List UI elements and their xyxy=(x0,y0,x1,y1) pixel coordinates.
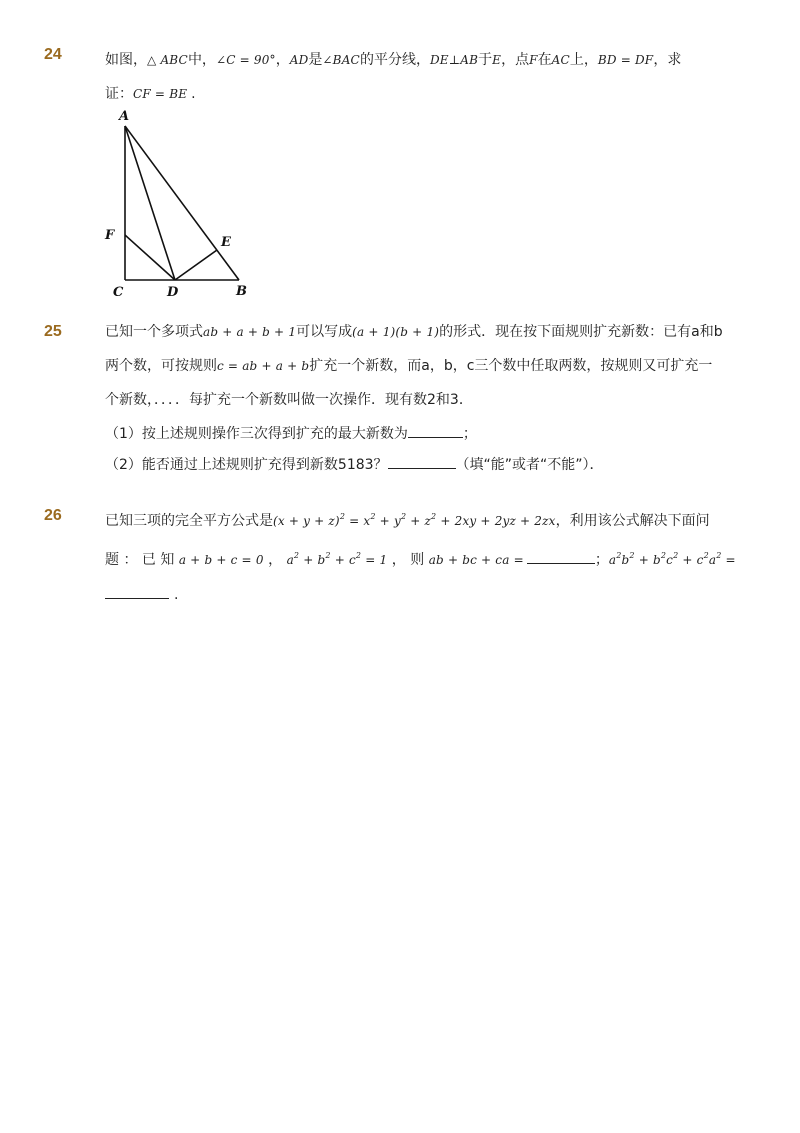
q26-text: ，利用该公式解决下面问 xyxy=(555,513,710,529)
q24-line-2 xyxy=(105,84,196,104)
q26-math: + b xyxy=(299,553,326,567)
q25-math: c = ab + a + b xyxy=(217,359,310,373)
q24-math: E xyxy=(492,53,502,67)
q26-exp: 2 xyxy=(355,551,362,560)
q24-math: CF = BE xyxy=(133,87,188,101)
q26-math-formula xyxy=(273,514,556,528)
q25-line-4 xyxy=(105,423,477,444)
question-number-26: 26 xyxy=(44,507,62,524)
q25-text: 可以写成 xyxy=(296,324,353,340)
q26-text: ， 则 xyxy=(391,552,425,568)
q24-text: 中， xyxy=(187,52,216,68)
label-c: C xyxy=(113,285,124,300)
q26-line-2 xyxy=(105,549,736,570)
q25-line-2 xyxy=(105,356,712,376)
answer-blank-25-2[interactable] xyxy=(388,454,456,469)
answer-blank-25-1[interactable] xyxy=(408,423,463,438)
q24-math: △ ABC xyxy=(147,53,188,67)
q26-math: c xyxy=(666,553,674,567)
q24-text: 于 xyxy=(478,52,493,68)
q24-text: ，求 xyxy=(653,52,682,68)
q26-exp: 2 xyxy=(673,551,679,560)
q26-math: a + b + c = 0 xyxy=(178,553,264,567)
q24-text: 在 xyxy=(537,52,552,68)
q26-math: + y xyxy=(375,514,401,528)
q26-exp: 2 xyxy=(660,551,667,560)
q26-math: a xyxy=(708,553,717,567)
q26-math: = 1 xyxy=(361,553,388,567)
q24-text: 证： xyxy=(105,86,133,102)
q25-text: 两个数，可按规则 xyxy=(105,358,217,374)
label-b: B xyxy=(236,284,247,299)
q26-text: ， xyxy=(268,552,283,568)
q24-math: ∠BAC xyxy=(322,53,360,67)
segment-ab xyxy=(125,126,239,280)
q26-exp: 2 xyxy=(431,512,437,521)
label-f: F xyxy=(105,228,115,243)
q25-math: ab + a + b + 1 xyxy=(203,325,297,339)
q26-exp: 2 xyxy=(629,551,635,560)
q24-math: AC xyxy=(551,53,570,67)
q24-math: AD xyxy=(289,53,309,67)
q26-math: (x + y + z) xyxy=(273,514,340,528)
q26-math: a xyxy=(286,553,294,567)
q26-exp: 2 xyxy=(325,551,331,560)
q26-line-1 xyxy=(105,511,710,531)
answer-blank-26-1[interactable] xyxy=(527,549,595,564)
q25-line-1 xyxy=(105,322,723,342)
q26-text: . xyxy=(174,587,179,603)
label-d: D xyxy=(167,285,179,300)
q24-math: ∠C = 90° xyxy=(215,53,276,67)
q26-math: + 2xy + 2yz + 2zx xyxy=(436,514,556,528)
answer-blank-26-2[interactable] xyxy=(105,584,169,599)
q26-math: = xyxy=(721,553,736,567)
q25-line-5 xyxy=(105,454,604,475)
q24-math: DE⊥AB xyxy=(429,53,479,67)
q25-text: 的形式．现在按下面规则扩充新数：已有a和b xyxy=(439,324,723,340)
q26-line-3 xyxy=(105,584,178,605)
q25-line-3: 个新数，．．．．每扩充一个新数叫做一次操作．现有数2和3． xyxy=(105,392,473,408)
question-number-25: 25 xyxy=(44,323,62,340)
q25-text: ； xyxy=(462,426,477,442)
segment-de xyxy=(175,250,217,280)
q25-math: (a + 1)(b + 1) xyxy=(352,325,440,339)
q26-text: 题 ： 已 知 xyxy=(105,552,175,568)
q26-text: 已知三项的完全平方公式是 xyxy=(105,513,273,529)
q26-math: a xyxy=(608,553,617,567)
q26-math: b xyxy=(621,553,630,567)
q25-text: （填“能”或者“不能”）． xyxy=(455,457,604,473)
q26-math: + z xyxy=(406,514,432,528)
q26-exp: 2 xyxy=(339,512,346,521)
q26-exp: 2 xyxy=(716,551,722,560)
q26-math: + c xyxy=(678,553,704,567)
label-a: A xyxy=(119,109,130,124)
q24-math: F xyxy=(529,53,538,67)
q24-line-1 xyxy=(105,50,681,70)
q24-text: ， xyxy=(275,52,290,68)
q25-text: 已知一个多项式 xyxy=(105,324,203,340)
q24-text: 上， xyxy=(569,52,598,68)
triangle-figure xyxy=(100,104,260,304)
q26-math-sum-squares xyxy=(287,553,388,567)
q26-exp: 2 xyxy=(616,551,622,560)
q25-text: （1）按上述规则操作三次得到扩充的最大新数为 xyxy=(105,426,408,442)
q24-text: 是 xyxy=(308,52,323,68)
q24-text: . xyxy=(191,86,196,102)
q26-exp: 2 xyxy=(400,512,407,521)
q26-text: ； xyxy=(594,552,609,568)
label-e: E xyxy=(221,235,231,250)
q26-math: = x xyxy=(345,514,371,528)
q24-text: 如图， xyxy=(105,52,147,68)
q26-math: ab + bc + ca = xyxy=(428,553,524,567)
q26-exp: 2 xyxy=(703,551,709,560)
q26-math-product-squares xyxy=(609,553,736,567)
q26-exp: 2 xyxy=(293,551,300,560)
question-number-24: 24 xyxy=(44,46,62,63)
q25-text: 扩充一个新数，而a，b，c三个数中任取两数，按规则又可扩充一 xyxy=(309,358,713,374)
q26-math: + b xyxy=(634,553,661,567)
q25-text: （2）能否通过上述规则扩充得到新数5183？ xyxy=(105,457,388,473)
q24-text: 的平分线， xyxy=(359,52,430,68)
q24-text: ，点 xyxy=(501,52,530,68)
q26-exp: 2 xyxy=(370,512,376,521)
q24-math: BD = DF xyxy=(597,53,654,67)
q26-math: + c xyxy=(330,553,356,567)
